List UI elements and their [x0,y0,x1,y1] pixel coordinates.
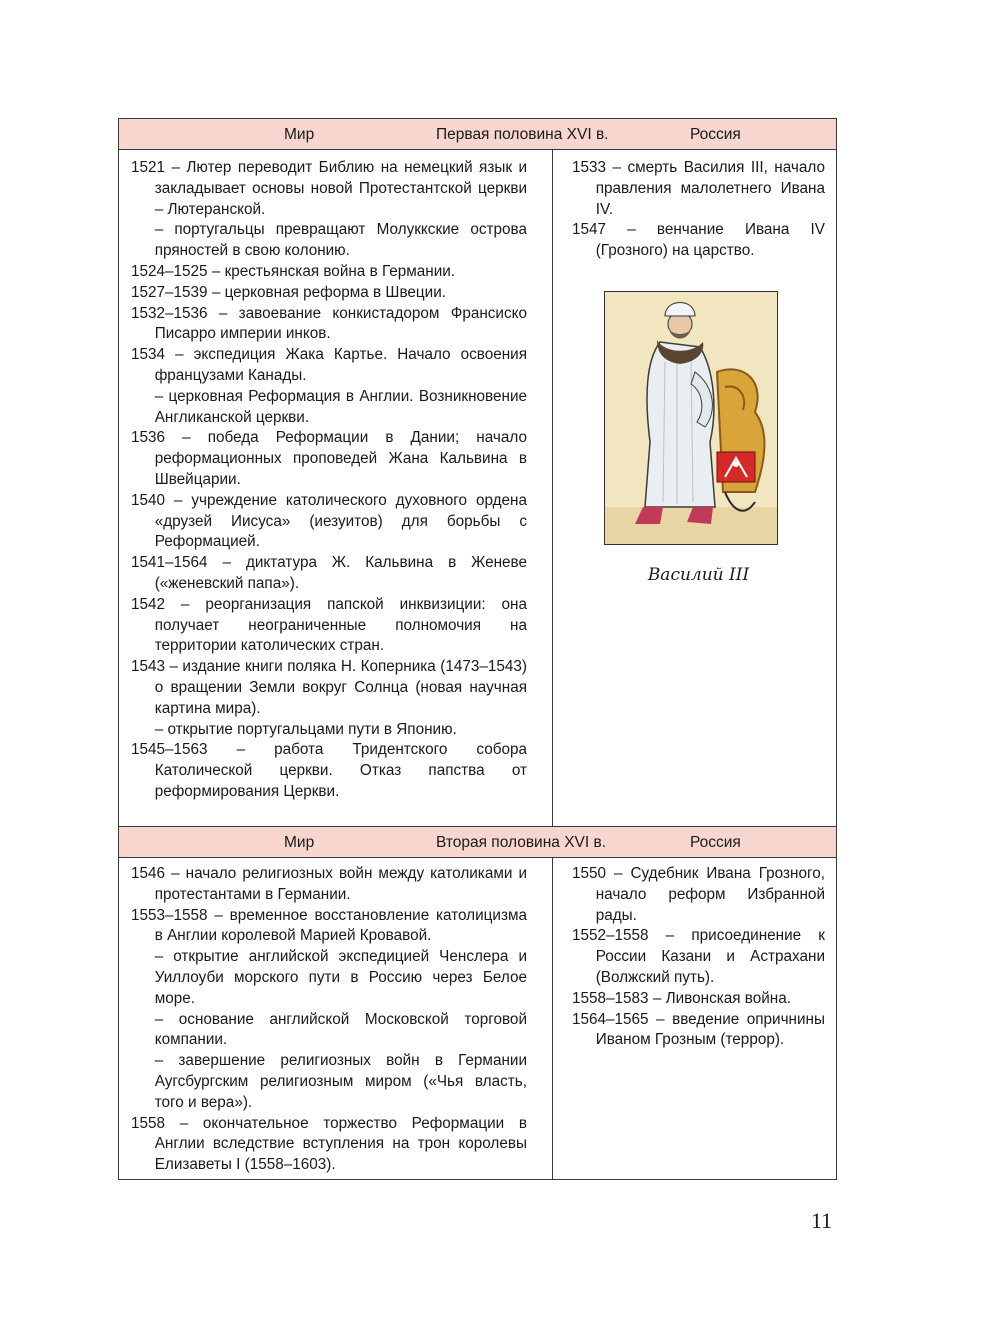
event-entry: 1524–1525 – крестьянская война в Германии. [131,262,456,280]
event-entry: 1527–1539 – церковная реформа в Швеции. [131,283,447,301]
section2-world-events [131,864,527,1176]
event-entry: 1533 – смерть Василия III, начало правления малолетнего Ивана IV. [572,159,825,218]
event-entry: 1532–1536 – завоевание конкистадором Франсиско Писарро империи инков. [131,304,527,343]
section1-russia-events [572,158,825,262]
portrait-image [605,292,777,544]
section1-header-world: Мир [284,126,315,143]
section1-header [119,119,836,150]
event-continuation: – церковная Реформация в Англии. Возникновение Англиканской церкви. [154,387,527,426]
event-continuation: – открытие английской экспедицией Ченслера и Уиллоуби морского пути в Россию через Белое море. [154,948,527,1007]
event-entry: 1558–1583 – Ливонская война. [572,989,791,1007]
event-entry: 1552–1558 – присоединение к России Казани и Астрахани (Волжский путь). [572,927,825,986]
event-entry: 1545–1563 – работа Тридентского собора Католической церкви. Отказ папства от реформирования Церкви. [131,741,527,800]
event-continuation: – завершение религиозных войн в Германии Аугсбургским религиозным миром («Чья власть, того и вера»). [154,1052,527,1111]
page-number: 11 [811,1208,833,1233]
event-continuation: – португальцы превращают Молуккские острова пряностей в свою колонию. [154,221,527,260]
column-divider [552,857,553,1179]
event-entry: 1534 – экспедиция Жака Картье. Начало освоения французами Канады. [131,346,527,384]
section2-header [119,826,836,858]
event-entry: 1546 – начало религиозных войн между католиками и протестантами в Германии. [131,865,527,903]
event-entry: 1558 – окончательное торжество Реформации в Англии вследствие вступления на трон королевы Елизаветы I (1558–1603). [131,1114,527,1174]
event-entry: 1521 – Лютер переводит Библию на немецкий язык и закладывает основы новой Протестантской церкви – Лютеранской. [131,159,527,218]
event-entry: 1553–1558 – временное восстановление католицизма в Англии королевой Марией Кровавой. [131,906,527,945]
event-entry: 1536 – победа Реформации в Дании; начало реформационных проповедей Жана Кальвина в Швейцарии. [131,429,527,488]
section1-header-period: Первая половина XVI в. [436,126,609,143]
section2-header-russia: Россия [690,834,741,851]
section2-russia-events [572,864,825,1051]
event-entry: 1550 – Судебник Ивана Грозного, начало реформ Избранной рады. [572,865,825,924]
event-entry: 1564–1565 – введение опричнины Иваном Грозным (террор). [572,1010,825,1049]
event-entry: 1540 – учреждение католического духовного ордена «друзей Иисуса» (иезуитов) для борьбы с Реформацией. [131,491,527,551]
section1-header-russia: Россия [690,126,741,143]
column-divider [552,149,553,826]
event-entry: 1543 – издание книги поляка Н. Коперника (1473–1543) о вращении Земли вокруг Солнца (новая научная картина мира). [131,658,527,717]
portrait-caption: Василий III [647,565,750,585]
event-continuation: – открытие португальцами пути в Японию. [154,720,457,738]
section1-world-events [131,158,527,803]
section2-header-world: Мир [284,834,315,851]
vasily-iii-portrait [604,291,778,545]
chronology-table [118,118,837,1180]
section2-header-period: Вторая половина XVI в. [436,834,607,851]
event-entry: 1542 – реорганизация папской инквизиции: она получает неограниченные полномочия на территории католических стран. [131,595,527,655]
event-entry: 1541–1564 – диктатура Ж. Кальвина в Женеве («женевский папа»). [131,554,527,592]
event-continuation: – основание английской Московской торговой компании. [154,1010,527,1049]
event-entry: 1547 – венчание Ивана IV (Грозного) на царство. [572,221,825,260]
